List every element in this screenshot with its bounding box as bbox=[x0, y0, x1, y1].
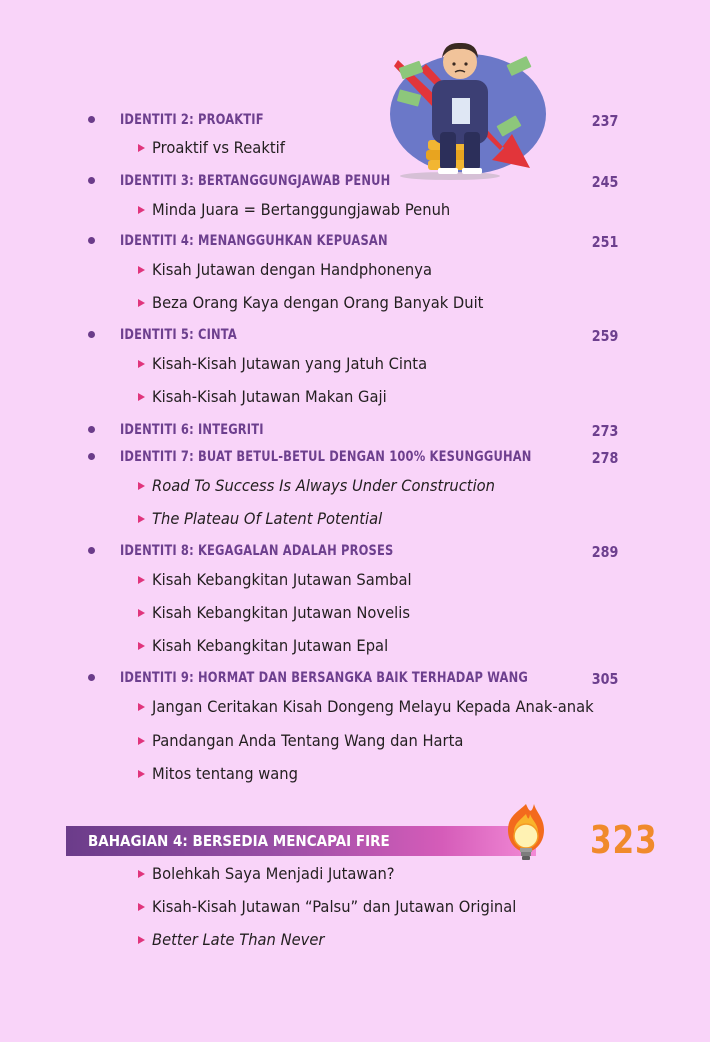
part-4-banner bbox=[66, 826, 536, 856]
pink-triangle-arrow-icon bbox=[138, 393, 145, 401]
part-4-page-number: 323 bbox=[590, 818, 658, 862]
part-4-title: BAHAGIAN 4: BERSEDIA MENCAPAI FIRE bbox=[88, 832, 390, 850]
toc-heading-row bbox=[0, 112, 710, 134]
toc-page-number: 278 bbox=[591, 449, 618, 467]
list-item bbox=[0, 293, 710, 317]
dot-bullet-icon bbox=[88, 237, 95, 244]
list-item bbox=[0, 138, 710, 162]
list-item bbox=[0, 930, 710, 954]
pink-triangle-arrow-icon bbox=[138, 482, 145, 490]
pink-triangle-arrow-icon bbox=[138, 870, 145, 878]
list-item bbox=[0, 509, 710, 533]
list-item bbox=[0, 570, 710, 594]
toc-heading-row bbox=[0, 173, 710, 195]
pink-triangle-arrow-icon bbox=[138, 936, 145, 944]
list-item-text: Kisah-Kisah Jutawan yang Jatuh Cinta bbox=[152, 354, 428, 373]
list-item bbox=[0, 200, 710, 224]
list-item-text: Better Late Than Never bbox=[152, 930, 325, 949]
list-item-text: Bolehkah Saya Menjadi Jutawan? bbox=[152, 864, 395, 883]
list-item-text: Kisah Kebangkitan Jutawan Epal bbox=[152, 636, 389, 655]
list-item bbox=[0, 476, 710, 500]
toc-heading-row bbox=[0, 543, 710, 565]
toc-page-number: 305 bbox=[591, 670, 618, 688]
list-item bbox=[0, 603, 710, 627]
list-item-text: Proaktif vs Reaktif bbox=[152, 138, 285, 157]
dot-bullet-icon bbox=[88, 426, 95, 433]
pink-triangle-arrow-icon bbox=[138, 903, 145, 911]
flaming-lightbulb-icon bbox=[500, 800, 552, 866]
toc-heading: IDENTITI 5: CINTA bbox=[120, 327, 237, 343]
toc-heading: IDENTITI 3: BERTANGGUNGJAWAB PENUH bbox=[120, 173, 391, 189]
pink-triangle-arrow-icon bbox=[138, 206, 145, 214]
list-item bbox=[0, 636, 710, 660]
list-item-text: Kisah Kebangkitan Jutawan Sambal bbox=[152, 570, 412, 589]
list-item-text: Jangan Ceritakan Kisah Dongeng Melayu Kepada Anak-anak bbox=[152, 697, 594, 716]
pink-triangle-arrow-icon bbox=[138, 515, 145, 523]
toc-heading-row bbox=[0, 422, 710, 444]
list-item bbox=[0, 697, 710, 721]
pink-triangle-arrow-icon bbox=[138, 770, 145, 778]
list-item bbox=[0, 354, 710, 378]
list-item-text: Kisah Kebangkitan Jutawan Novelis bbox=[152, 603, 411, 622]
list-item-text: Kisah-Kisah Jutawan “Palsu” dan Jutawan Original bbox=[152, 897, 517, 916]
list-item bbox=[0, 764, 710, 788]
toc-heading-row bbox=[0, 327, 710, 349]
pink-triangle-arrow-icon bbox=[138, 609, 145, 617]
list-item bbox=[0, 387, 710, 411]
toc-heading: IDENTITI 8: KEGAGALAN ADALAH PROSES bbox=[120, 543, 394, 559]
toc-heading-row bbox=[0, 449, 710, 471]
toc-page-number: 259 bbox=[591, 327, 618, 345]
list-item-text: Pandangan Anda Tentang Wang dan Harta bbox=[152, 731, 464, 750]
list-item bbox=[0, 897, 710, 921]
toc-heading: IDENTITI 2: PROAKTIF bbox=[120, 112, 264, 128]
toc-page-number: 251 bbox=[591, 233, 618, 251]
dot-bullet-icon bbox=[88, 331, 95, 338]
list-item bbox=[0, 260, 710, 284]
pink-triangle-arrow-icon bbox=[138, 737, 145, 745]
pink-triangle-arrow-icon bbox=[138, 299, 145, 307]
pink-triangle-arrow-icon bbox=[138, 360, 145, 368]
toc-heading: IDENTITI 7: BUAT BETUL-BETUL DENGAN 100% KESUNGGUHAN bbox=[120, 449, 532, 465]
pink-triangle-arrow-icon bbox=[138, 703, 145, 711]
toc-heading-row bbox=[0, 233, 710, 255]
pink-triangle-arrow-icon bbox=[138, 576, 145, 584]
dot-bullet-icon bbox=[88, 177, 95, 184]
list-item bbox=[0, 864, 710, 888]
toc-page-number: 237 bbox=[591, 112, 618, 130]
list-item-text: Minda Juara = Bertanggungjawab Penuh bbox=[152, 200, 451, 219]
pink-triangle-arrow-icon bbox=[138, 144, 145, 152]
pink-triangle-arrow-icon bbox=[138, 266, 145, 274]
toc-heading: IDENTITI 4: MENANGGUHKAN KEPUASAN bbox=[120, 233, 388, 249]
list-item-text: Road To Success Is Always Under Construction bbox=[152, 476, 496, 495]
list-item-text: Mitos tentang wang bbox=[152, 764, 298, 783]
toc-page-number: 273 bbox=[591, 422, 618, 440]
toc-heading: IDENTITI 9: HORMAT DAN BERSANGKA BAIK TERHADAP WANG bbox=[120, 670, 528, 686]
toc-heading-row bbox=[0, 670, 710, 692]
dot-bullet-icon bbox=[88, 674, 95, 681]
list-item-text: Kisah Jutawan dengan Handphonenya bbox=[152, 260, 432, 279]
toc-heading: IDENTITI 6: INTEGRITI bbox=[120, 422, 264, 438]
dot-bullet-icon bbox=[88, 453, 95, 460]
list-item-text: The Plateau Of Latent Potential bbox=[152, 509, 383, 528]
toc-page-number: 289 bbox=[591, 543, 618, 561]
pink-triangle-arrow-icon bbox=[138, 642, 145, 650]
list-item bbox=[0, 731, 710, 755]
list-item-text: Beza Orang Kaya dengan Orang Banyak Duit bbox=[152, 293, 484, 312]
dot-bullet-icon bbox=[88, 547, 95, 554]
list-item-text: Kisah-Kisah Jutawan Makan Gaji bbox=[152, 387, 387, 406]
toc-page-number: 245 bbox=[591, 173, 618, 191]
dot-bullet-icon bbox=[88, 116, 95, 123]
